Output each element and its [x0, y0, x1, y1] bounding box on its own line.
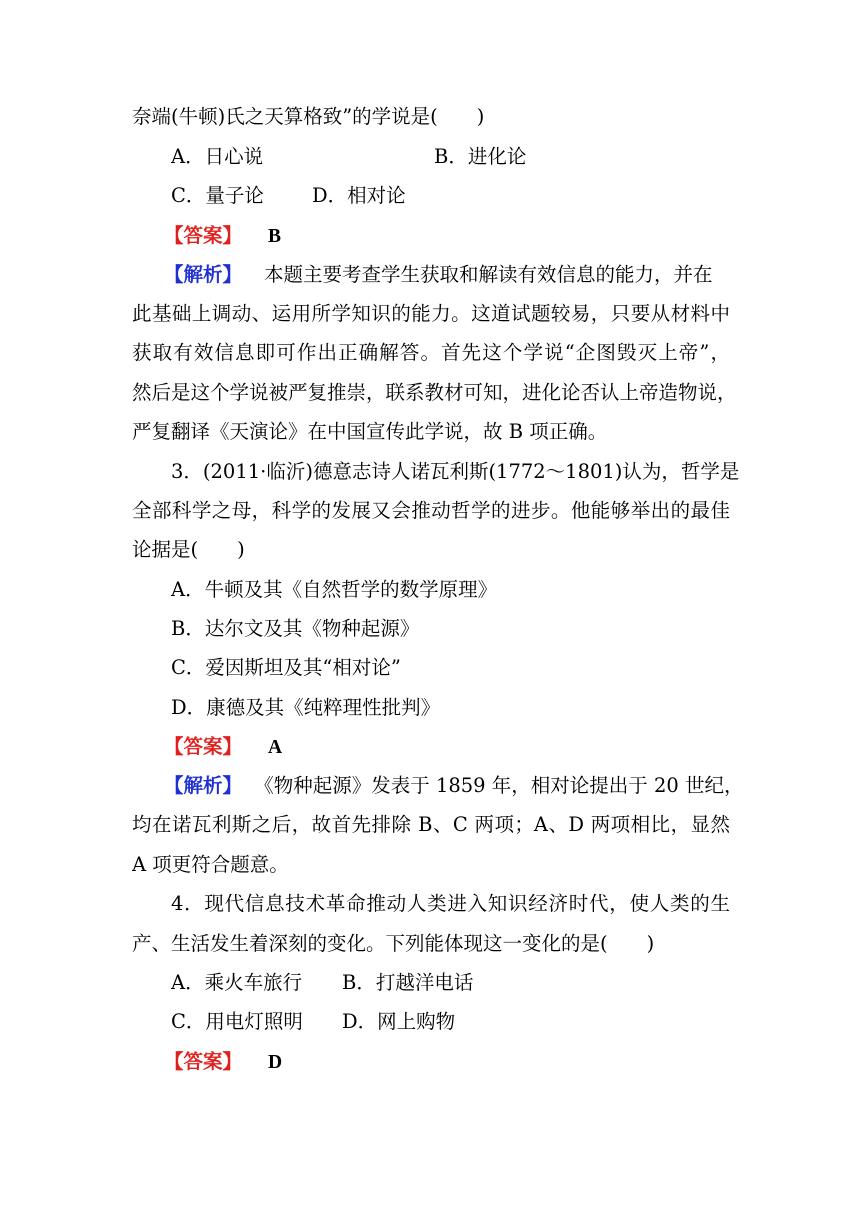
answer-value: D	[268, 1052, 283, 1073]
option-d: D．网上购物	[342, 1010, 456, 1033]
answer-line	[164, 223, 860, 250]
analysis-text: 《物种起源》发表于 1859 年，相对论提出于 20 世纪，	[264, 774, 744, 797]
option-b: B．进化论	[434, 145, 527, 168]
answer-line	[164, 1049, 860, 1076]
question-stem-line: 全部科学之母，科学的发展又会推动哲学的进步。他能够举出的最佳	[132, 499, 730, 522]
answer-tag: 【答案】	[164, 735, 243, 758]
question-stem-line: 3．(2011·临沂)德意志诗人诺瓦利斯(1772～1801)认为，哲学是	[171, 460, 740, 483]
analysis-tag: 【解析】	[164, 774, 243, 797]
question-stem-line: 论据是( )	[132, 538, 245, 561]
option-a: A．日心说	[171, 145, 264, 168]
analysis-text: 然后是这个学说被严复推崇，联系教材可知，进化论否认上帝造物说，	[132, 381, 737, 404]
question-stem-line: 产、生活发生着深刻的变化。下列能体现这一变化的是( )	[132, 932, 655, 955]
analysis-line	[164, 262, 860, 288]
answer-tag: 【答案】	[164, 1050, 243, 1073]
question-stem-line: 奈端(牛顿)氏之天算格致”的学说是( )	[132, 105, 485, 128]
option-a: A．牛顿及其《自然哲学的数学原理》	[171, 578, 498, 601]
analysis-text: 均在诺瓦利斯之后，故首先排除 B、C 两项；A、D 两项相比，显然	[132, 813, 730, 836]
option-a: A．乘火车旅行	[171, 971, 303, 994]
analysis-text: 严复翻译《天演论》在中国宣传此学说，故 B 项正确。	[132, 420, 608, 443]
analysis-text: A 项更符合题意。	[132, 853, 289, 876]
option-c: C．量子论	[171, 184, 264, 207]
analysis-text: 本题主要考查学生获取和解读有效信息的能力，并在	[264, 263, 713, 286]
analysis-tag: 【解析】	[164, 263, 243, 286]
option-c: C．爱因斯坦及其“相对论”	[171, 656, 401, 679]
question-stem-line: 4．现代信息技术革命推动人类进入知识经济时代，使人类的生	[171, 892, 730, 915]
option-b: B．达尔文及其《物种起源》	[171, 617, 420, 640]
answer-line	[164, 734, 860, 761]
analysis-text: 此基础上调动、运用所学知识的能力。这道试题较易，只要从材料中	[132, 302, 730, 325]
option-d: D．康德及其《纯粹理性批判》	[171, 696, 441, 719]
answer-value: B	[268, 226, 282, 247]
answer-value: A	[268, 737, 283, 758]
option-c: C．用电灯照明	[171, 1010, 303, 1033]
option-b: B．打越洋电话	[342, 971, 474, 994]
analysis-line	[164, 773, 860, 799]
answer-tag: 【答案】	[164, 224, 243, 247]
option-d: D．相对论	[312, 184, 406, 207]
analysis-text: 获取有效信息即可作出正确解答。首先这个学说“企图毁灭上帝”，	[132, 341, 730, 364]
